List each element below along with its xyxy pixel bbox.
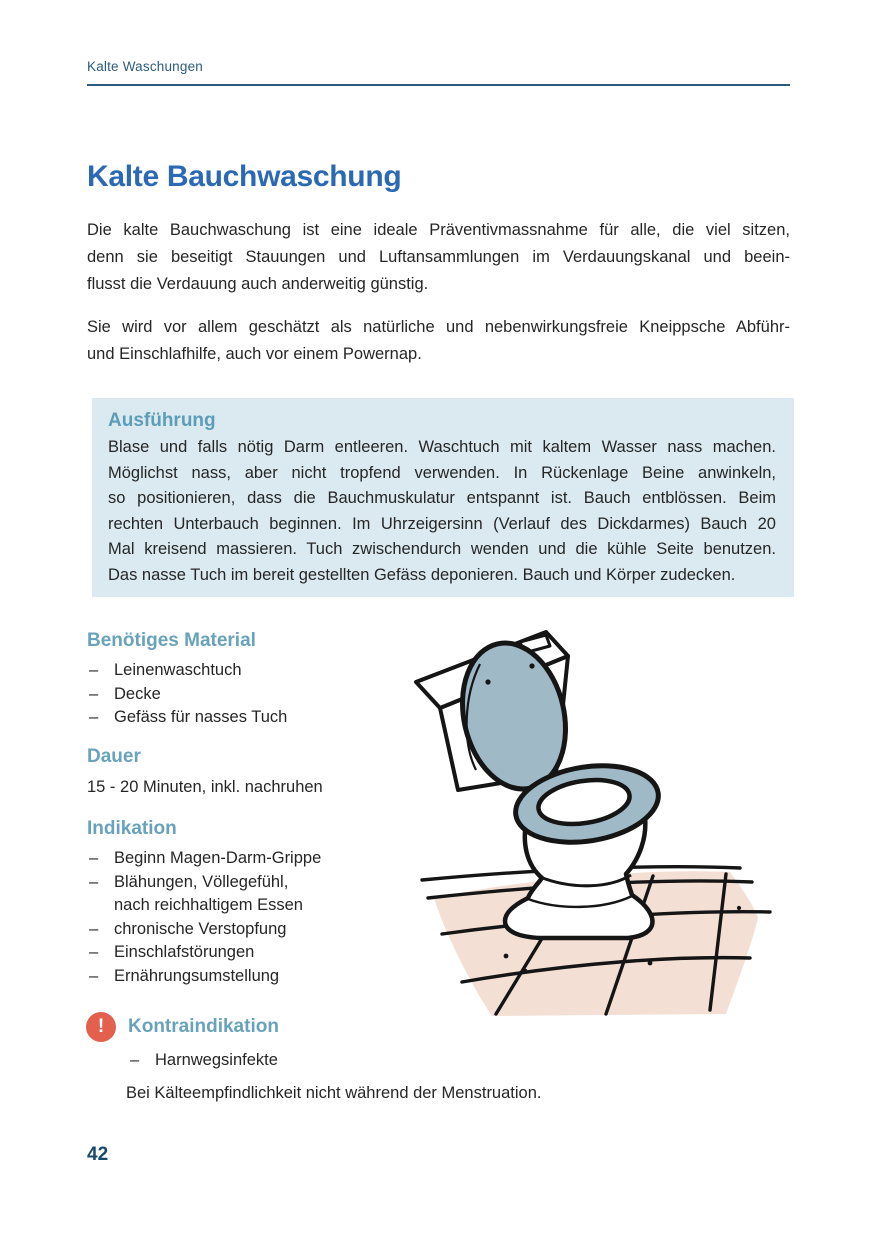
dash-bullet: – bbox=[89, 966, 99, 985]
list-item-text: Beginn Magen-Darm-Grippe bbox=[114, 849, 322, 867]
page-number: 42 bbox=[87, 1144, 109, 1165]
text-line: denn sie beseitigt Stauungen und Luftansammlungen im Verdauungskanal und beein- bbox=[87, 248, 790, 266]
header-rule bbox=[87, 84, 790, 86]
list-item bbox=[87, 706, 402, 730]
list-item bbox=[87, 965, 402, 989]
warning-icon: ! bbox=[86, 1012, 116, 1042]
duration-section bbox=[87, 744, 402, 799]
text-line: Das nasse Tuch im bereit gestellten Gefäss deponieren. Bauch und Körper zudecken. bbox=[108, 565, 736, 584]
list-item-text: Blähungen, Völlegefühl, nach reichhaltigem Essen bbox=[114, 872, 303, 914]
indication-heading: Indikation bbox=[87, 818, 177, 839]
intro-paragraph-2 bbox=[87, 314, 790, 368]
contraindication-section bbox=[86, 1012, 646, 1106]
list-item-text: Ernährungsumstellung bbox=[114, 966, 280, 985]
text-line: Die kalte Bauchwaschung ist eine ideale Präventivmassnahme für alle, die viel sitzen, bbox=[87, 221, 790, 239]
execution-text bbox=[108, 435, 776, 589]
execution-box bbox=[92, 398, 794, 597]
intro-paragraph-1 bbox=[87, 217, 790, 298]
list-item-text: Gefäss für nasses Tuch bbox=[114, 708, 288, 726]
list-item-text: Einschlafstörungen bbox=[114, 943, 255, 961]
text-line: und Einschlafhilfe, auch vor einem Powernap. bbox=[87, 345, 422, 363]
contraindication-note: Bei Kälteempfindlichkeit nicht während der Menstruation. bbox=[126, 1083, 542, 1102]
list-item bbox=[128, 1049, 646, 1073]
list-item bbox=[87, 918, 402, 942]
page-title: Kalte Bauchwaschung bbox=[87, 160, 402, 193]
running-header: Kalte Waschungen bbox=[87, 59, 204, 74]
toilet-illustration bbox=[388, 618, 812, 1020]
list-item-text: Leinenwaschtuch bbox=[114, 661, 242, 679]
text-line: rechten Unterbauch beginnen. Im Uhrzeigersinn (Verlauf des Dickdarmes) Bauch 20 bbox=[108, 514, 776, 533]
text-line: Sie wird vor allem geschätzt als natürliche und nebenwirkungsfreie Kneippsche Abführ- bbox=[87, 318, 790, 336]
text-line: Mal kreisend massieren. Tuch zwischendurch wenden und die kühle Seite benutzen. bbox=[108, 540, 776, 559]
list-item bbox=[87, 847, 402, 871]
list-item-text: chronische Verstopfung bbox=[114, 919, 287, 938]
text-line: Möglichst nass, aber nicht tropfend verwenden. In Rückenlage Beine anwinkeln, bbox=[108, 463, 776, 482]
material-list bbox=[87, 659, 402, 730]
list-item bbox=[87, 871, 402, 918]
contraindication-header bbox=[86, 1012, 646, 1042]
duration-heading: Dauer bbox=[87, 746, 141, 767]
dash-bullet: – bbox=[130, 1051, 140, 1069]
dash-bullet: – bbox=[89, 684, 99, 703]
text-line: so positionieren, dass die Bauchmuskulatur entspannt ist. Bauch entblössen. Beim bbox=[108, 489, 776, 508]
text-line: Blase und falls nötig Darm entleeren. Waschtuch mit kaltem Wasser nass machen. bbox=[108, 438, 776, 456]
duration-text: 15 - 20 Minuten, inkl. nachruhen bbox=[87, 778, 323, 796]
execution-heading: Ausführung bbox=[108, 410, 216, 431]
list-item bbox=[87, 941, 402, 965]
text-line: flusst die Verdauung auch anderweitig günstig. bbox=[87, 275, 429, 293]
indication-list bbox=[87, 847, 402, 988]
list-item-text: Decke bbox=[114, 684, 161, 703]
contraindication-heading: Kontraindikation bbox=[128, 1016, 279, 1037]
dash-bullet: – bbox=[89, 708, 99, 726]
material-heading: Benötiges Material bbox=[87, 630, 256, 651]
dash-bullet: – bbox=[89, 661, 99, 679]
list-item bbox=[87, 659, 402, 683]
dash-bullet: – bbox=[89, 849, 99, 867]
dash-bullet: – bbox=[89, 943, 99, 961]
dash-bullet: – bbox=[89, 872, 99, 891]
contraindication-list bbox=[86, 1049, 646, 1073]
material-section bbox=[87, 628, 402, 730]
indication-section bbox=[87, 816, 402, 988]
list-item bbox=[87, 683, 402, 707]
list-item-text: Harnwegsinfekte bbox=[155, 1051, 278, 1069]
dash-bullet: – bbox=[89, 919, 99, 938]
toilet-illustration-svg bbox=[388, 618, 812, 1020]
